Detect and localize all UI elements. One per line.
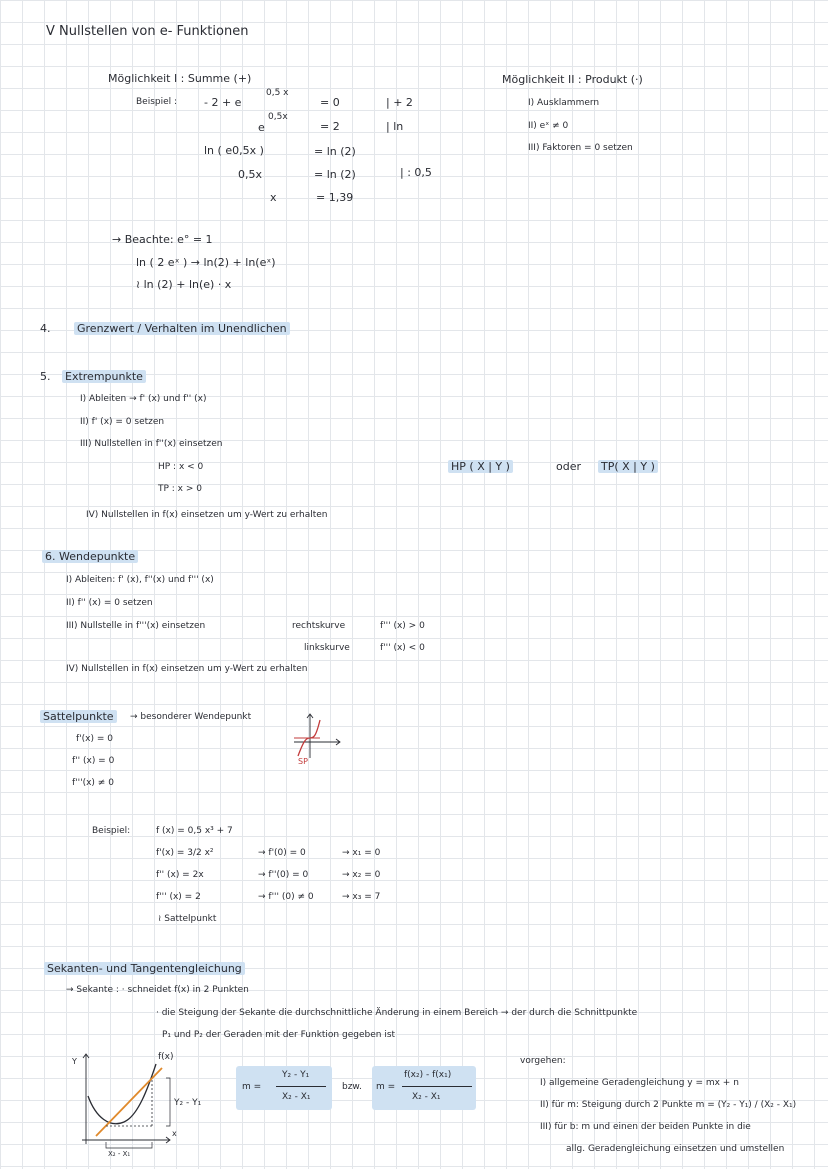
sek-title: Sekanten- und Tangentengleichung bbox=[44, 962, 245, 975]
m1-row2-op: | ln bbox=[386, 120, 404, 133]
sek-formula-1-num: Y₂ - Y₁ bbox=[282, 1070, 310, 1080]
sek-fx-label: f(x) bbox=[158, 1052, 174, 1062]
s6-title: 6. Wendepunkte bbox=[42, 550, 138, 563]
sattel-ex-3c: → x₂ = 0 bbox=[342, 870, 381, 880]
sek-dx-label: X₂ - X₁ bbox=[108, 1150, 131, 1158]
sek-step-3: III) für b: m und einen der beiden Punkte in die bbox=[540, 1122, 751, 1132]
sek-dx-bracket bbox=[106, 1142, 152, 1148]
sattel-title: Sattelpunkte bbox=[40, 710, 117, 723]
s5-title: Extrempunkte bbox=[62, 370, 146, 383]
m1-row5-right: = 1,39 bbox=[316, 191, 354, 204]
m1-beachte: → Beachte: e° = 1 bbox=[112, 233, 213, 246]
sattel-cond-1: f'(x) = 0 bbox=[76, 734, 113, 744]
sattel-ex-4c: → x₃ = 7 bbox=[342, 892, 381, 902]
sattel-ex-1: f (x) = 0,5 x³ + 7 bbox=[156, 826, 233, 836]
m1-row4-right: = ln (2) bbox=[314, 168, 356, 181]
m1-row2-right: = 2 bbox=[320, 120, 340, 133]
sattel-sp-label: SP bbox=[298, 757, 308, 766]
s5-hp-point: HP ( X | Y ) bbox=[448, 460, 513, 473]
s6-item-3: III) Nullstelle in f'''(x) einsetzen bbox=[66, 621, 206, 631]
m1-heading: Möglichkeit I : Summe (+) bbox=[108, 72, 252, 85]
sattel-ex-4a: f''' (x) = 2 bbox=[156, 892, 201, 902]
s5-number: 5. bbox=[40, 370, 51, 383]
m1-row1-op: | + 2 bbox=[386, 96, 413, 109]
m1-row5-left: x bbox=[270, 191, 277, 204]
m2-item-3: III) Faktoren = 0 setzen bbox=[528, 143, 633, 153]
s6-linkskurve: linkskurve bbox=[304, 643, 350, 653]
sek-desc-1: · die Steigung der Sekante die durchschnittliche Änderung in einem Bereich → der durch die Schnittpunkte bbox=[156, 1008, 638, 1018]
m1-row3-left: ln ( e0,5x ) bbox=[204, 144, 264, 157]
s6-item-2: II) f'' (x) = 0 setzen bbox=[66, 598, 153, 608]
sek-formula-2-num: f(x₂) - f(x₁) bbox=[404, 1070, 452, 1080]
sek-formula-2-bar bbox=[402, 1086, 472, 1087]
s6-rechtskurve-cond: f''' (x) > 0 bbox=[380, 621, 425, 631]
m1-row1-exp: 0,5 x bbox=[266, 88, 289, 98]
sek-step-2: II) für m: Steigung durch 2 Punkte m = (Y₂ - Y₁) / (X₂ - X₁) bbox=[540, 1100, 797, 1110]
m1-beispiel: Beispiel : bbox=[136, 97, 178, 107]
m1-row4-op: | : 0,5 bbox=[400, 166, 432, 179]
s5-item-1: I) Ableiten → f' (x) und f'' (x) bbox=[80, 394, 207, 404]
s6-linkskurve-cond: f''' (x) < 0 bbox=[380, 643, 425, 653]
m2-item-1: I) Ausklammern bbox=[528, 98, 600, 108]
sek-formula-1-m: m = bbox=[242, 1082, 262, 1092]
m1-row4-left: 0,5x bbox=[238, 168, 263, 181]
sek-dy-bracket bbox=[166, 1078, 170, 1126]
sek-desc-2: P₁ und P₂ der Geraden mit der Funktion gegeben ist bbox=[162, 1030, 396, 1040]
s5-tp-point: TP( X | Y ) bbox=[598, 460, 658, 473]
sek-function-curve bbox=[88, 1064, 156, 1124]
sattel-ex-2a: f'(x) = 3/2 x² bbox=[156, 848, 214, 858]
m1-beachte-2: ≀ ln (2) + ln(e) · x bbox=[136, 278, 232, 291]
m2-heading: Möglichkeit II : Produkt (·) bbox=[502, 73, 643, 86]
sek-formula-2 bbox=[372, 1066, 476, 1110]
sek-dy-label: Y₂ - Y₁ bbox=[174, 1098, 202, 1108]
s5-tp: TP : x > 0 bbox=[158, 484, 202, 494]
m1-row1-left: - 2 + e bbox=[204, 96, 242, 109]
sattel-ex-4b: → f''' (0) ≠ 0 bbox=[258, 892, 314, 902]
sek-formula-1-den: X₂ - X₁ bbox=[282, 1092, 311, 1102]
m1-row1-right: = 0 bbox=[320, 96, 340, 109]
sattel-ex-2c: → x₁ = 0 bbox=[342, 848, 381, 858]
s6-item-4: IV) Nullstellen in f(x) einsetzen um y-Wert zu erhalten bbox=[66, 664, 308, 674]
sek-formula-2-den: X₂ - X₁ bbox=[412, 1092, 441, 1102]
sattel-sketch bbox=[276, 710, 348, 770]
sek-y-label: Y bbox=[72, 1057, 77, 1066]
sattel-ex-5: ≀ Sattelpunkt bbox=[158, 914, 217, 924]
m2-item-2: II) eˣ ≠ 0 bbox=[528, 121, 569, 131]
sek-x-label: x bbox=[172, 1129, 177, 1138]
sek-formula-1-bar bbox=[276, 1086, 326, 1087]
sek-vorgehen: vorgehen: bbox=[520, 1056, 566, 1066]
sek-formula-2-m: m = bbox=[376, 1082, 396, 1092]
s5-oder: oder bbox=[556, 460, 582, 473]
sattel-cond-3: f'''(x) ≠ 0 bbox=[72, 778, 114, 788]
s4-title: Grenzwert / Verhalten im Unendlichen bbox=[74, 322, 290, 335]
m1-beachte-1: ln ( 2 eˣ ) → ln(2) + ln(eˣ) bbox=[136, 256, 276, 269]
sattel-beispiel: Beispiel: bbox=[92, 826, 131, 836]
page-title: V Nullstellen von e- Funktionen bbox=[46, 24, 249, 39]
m1-row3-right: = ln (2) bbox=[314, 145, 356, 158]
sek-sekante: → Sekante : · schneidet f(x) in 2 Punkten bbox=[66, 985, 249, 995]
s4-number: 4. bbox=[40, 322, 51, 335]
s5-item-2: II) f' (x) = 0 setzen bbox=[80, 417, 165, 427]
sattel-ex-2b: → f'(0) = 0 bbox=[258, 848, 306, 858]
sek-bzw: bzw. bbox=[342, 1082, 362, 1092]
sek-formula-1 bbox=[236, 1066, 332, 1110]
sattel-ex-3a: f'' (x) = 2x bbox=[156, 870, 204, 880]
sattel-cond-2: f'' (x) = 0 bbox=[72, 756, 115, 766]
s6-rechtskurve: rechtskurve bbox=[292, 621, 346, 631]
sek-step-4: allg. Geradengleichung einsetzen und umstellen bbox=[566, 1144, 785, 1154]
s5-hp: HP : x < 0 bbox=[158, 462, 204, 472]
s5-item-4: IV) Nullstellen in f(x) einsetzen um y-Wert zu erhalten bbox=[86, 510, 328, 520]
sattel-subtitle: → besonderer Wendepunkt bbox=[130, 712, 252, 722]
sek-step-1: I) allgemeine Geradengleichung y = mx + n bbox=[540, 1078, 739, 1088]
sattel-ex-3b: → f''(0) = 0 bbox=[258, 870, 309, 880]
s6-item-1: I) Ableiten: f' (x), f''(x) und f''' (x) bbox=[66, 575, 214, 585]
m1-row2-left: e bbox=[258, 121, 265, 134]
m1-row2-exp: 0,5x bbox=[268, 112, 288, 122]
s5-item-3: III) Nullstellen in f''(x) einsetzen bbox=[80, 439, 223, 449]
